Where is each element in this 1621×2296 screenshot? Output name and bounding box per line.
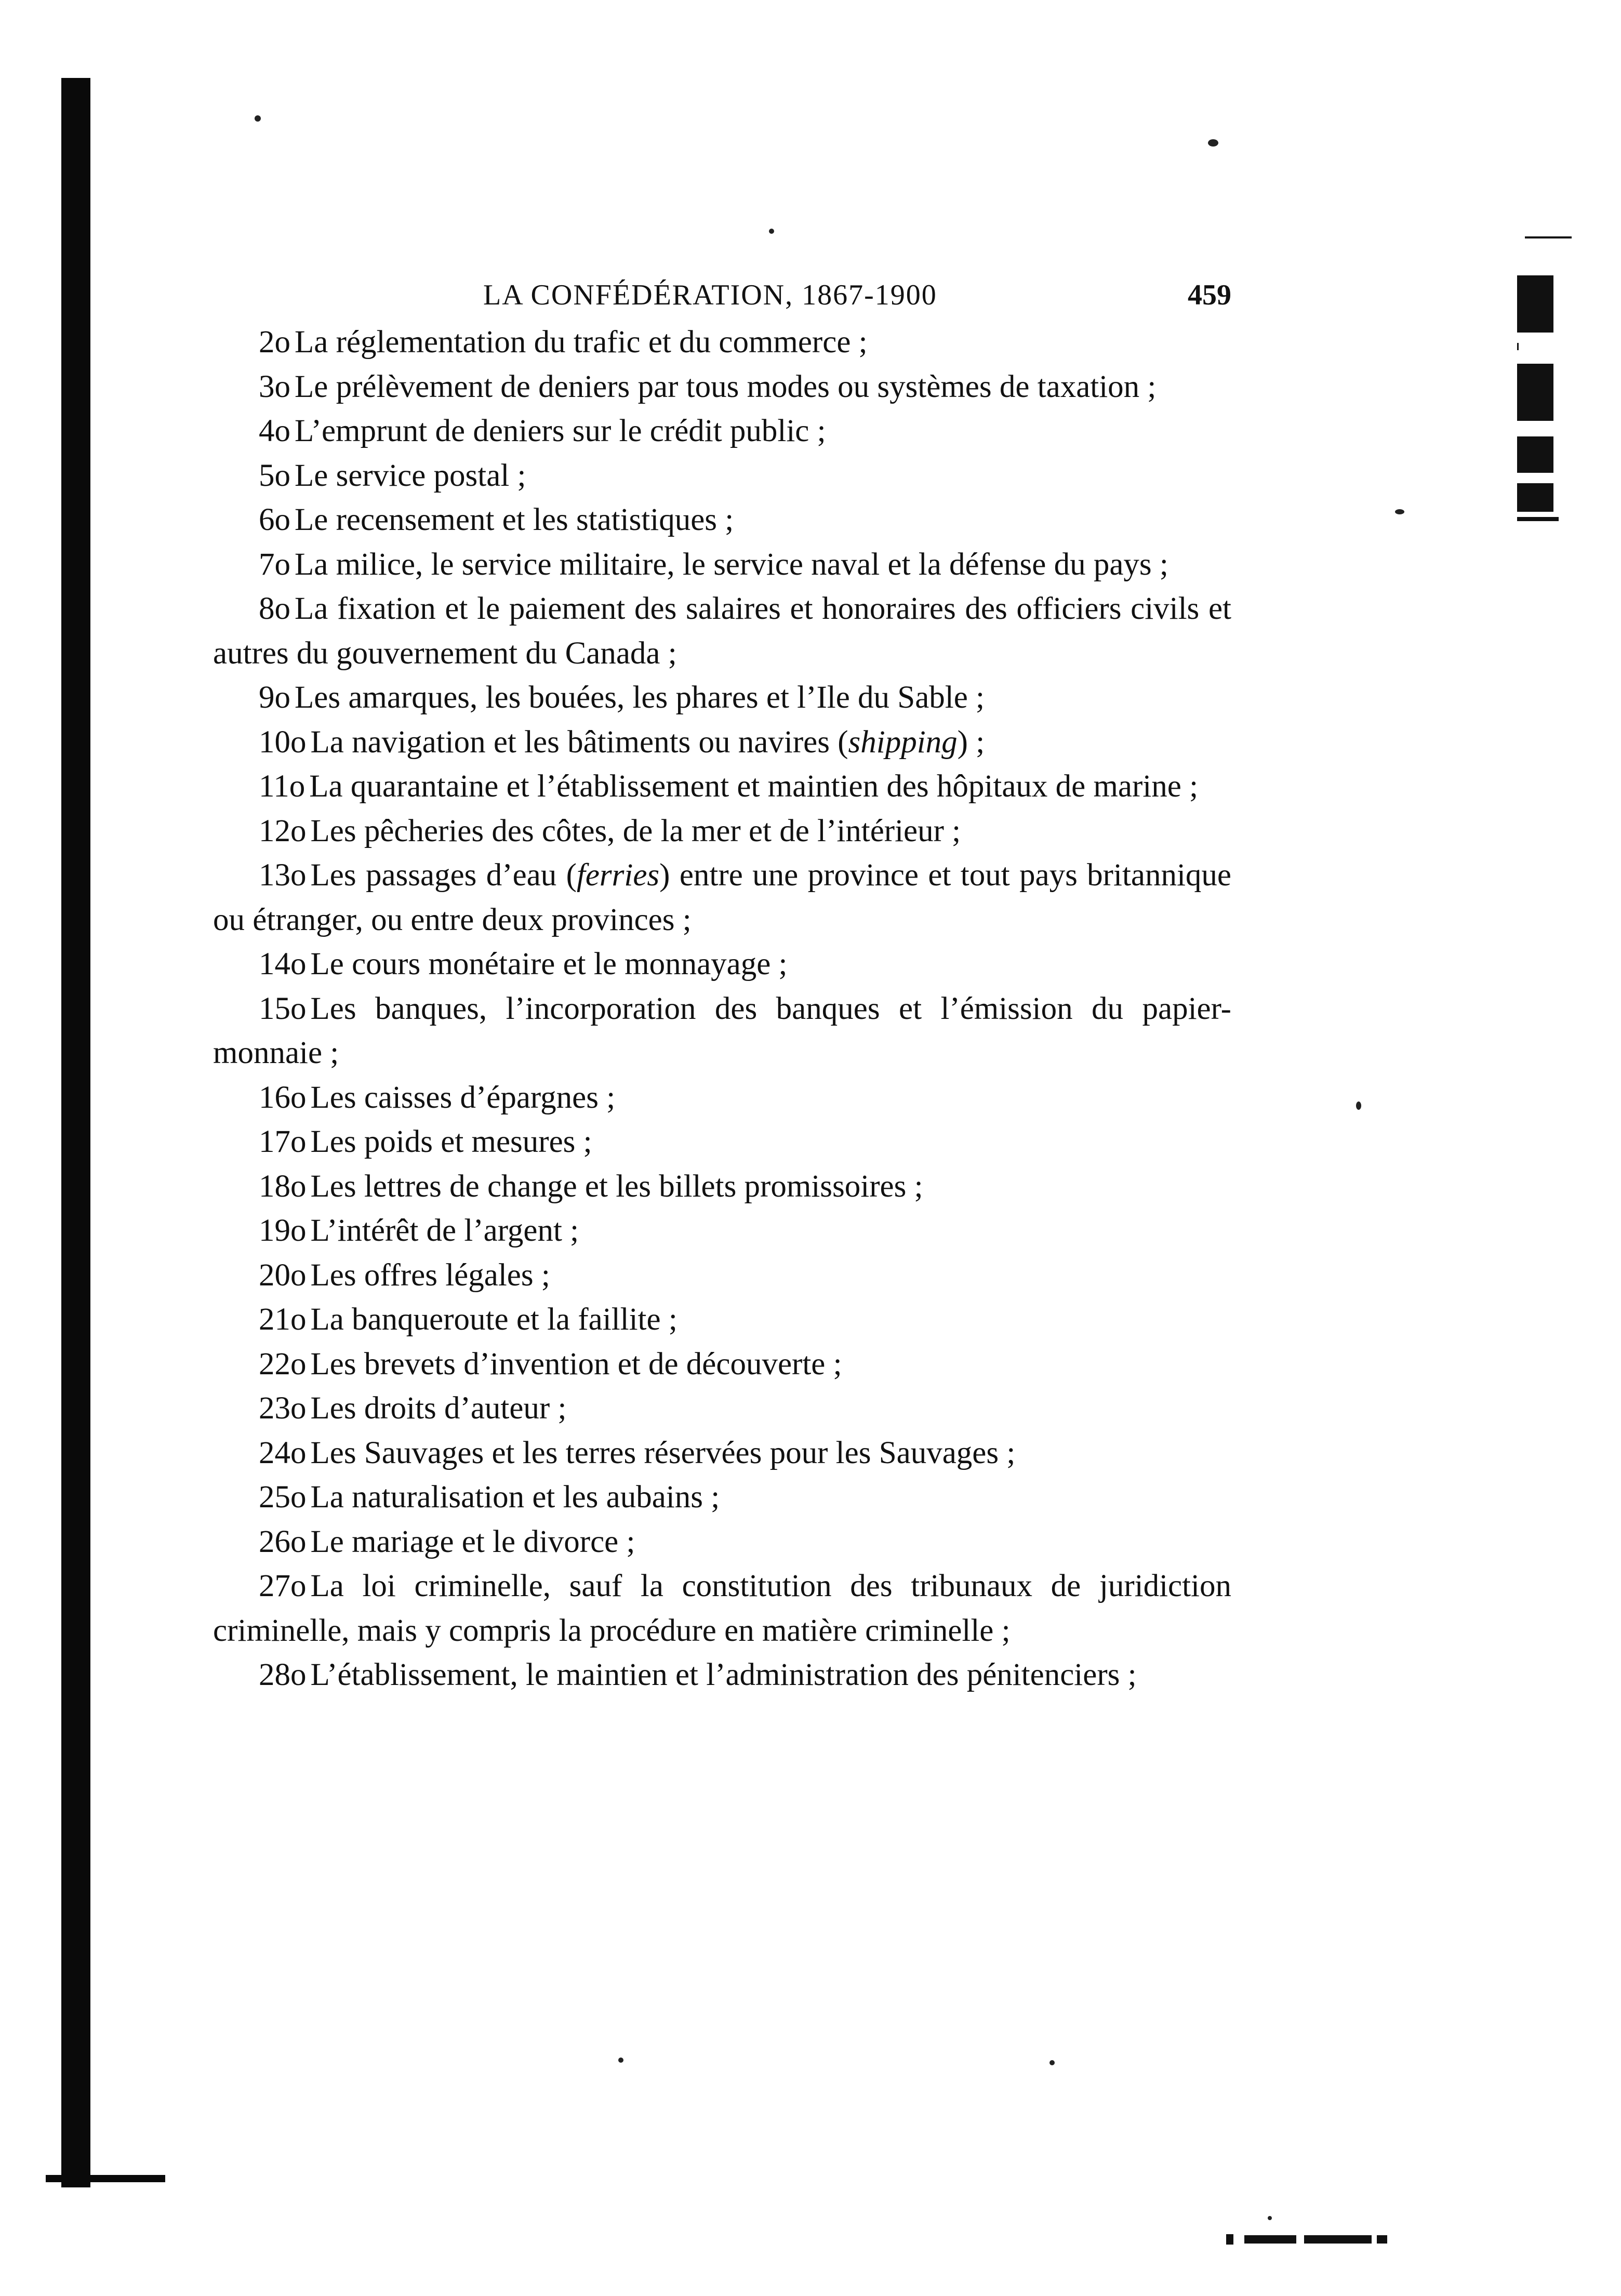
list-item	[213, 1475, 1231, 1520]
list-item	[213, 942, 1231, 987]
item-text-punct: ) entre une province et tout pays britannique ou étranger, ou entre deux provinces ;	[213, 858, 1231, 937]
edge-mark	[1377, 2235, 1387, 2244]
item-text: Les poids et mesures ;	[310, 1124, 592, 1159]
list-item	[213, 1653, 1231, 1697]
item-text: La quarantaine et l’établissement et maintien des hôpitaux de marine ;	[309, 769, 1199, 804]
enumerated-list	[213, 320, 1231, 1697]
item-italic-term: shipping	[848, 724, 958, 760]
list-item	[213, 720, 1231, 765]
item-text: Les Sauvages et les terres réservées pour les Sauvages ;	[310, 1435, 1016, 1470]
speck	[769, 229, 774, 234]
book-page	[213, 270, 1231, 1697]
item-number: 18o	[259, 1169, 307, 1204]
list-item	[213, 1564, 1231, 1653]
item-number: 26o	[259, 1524, 307, 1559]
item-number: 16o	[259, 1080, 307, 1115]
item-number: 20o	[259, 1257, 307, 1293]
item-number: 3o	[259, 369, 290, 404]
item-number: 27o	[259, 1569, 307, 1603]
item-number: 24o	[259, 1435, 307, 1470]
item-number: 17o	[259, 1124, 307, 1159]
item-number: 14o	[259, 947, 307, 981]
item-number: 10o	[259, 724, 307, 760]
item-text: Les pêcheries des côtes, de la mer et de l’intérieur ;	[310, 813, 961, 848]
edge-mark	[1525, 236, 1572, 238]
item-number: 28o	[259, 1657, 307, 1692]
speck	[1395, 509, 1404, 514]
edge-mark	[1304, 2235, 1372, 2244]
item-text: Le prélèvement de deniers par tous modes ou systèmes de taxation ;	[295, 369, 1157, 404]
list-item	[213, 809, 1231, 854]
item-number: 21o	[259, 1302, 307, 1337]
edge-mark	[1517, 436, 1553, 473]
list-item	[213, 454, 1231, 498]
item-text: L’intérêt de l’argent ;	[310, 1213, 579, 1248]
list-item	[213, 1253, 1231, 1298]
list-item	[213, 1076, 1231, 1120]
item-text: La navigation et les bâtiments ou navires	[310, 724, 830, 760]
list-item	[213, 1209, 1231, 1253]
item-number: 9o	[259, 680, 290, 715]
edge-mark	[1517, 364, 1553, 421]
item-text: Les caisses d’épargnes ;	[310, 1080, 616, 1115]
list-item	[213, 1120, 1231, 1164]
list-item	[213, 1520, 1231, 1564]
edge-mark	[1226, 2234, 1233, 2245]
binding-shadow-foot	[46, 2175, 165, 2182]
list-item	[213, 1164, 1231, 1209]
list-item	[213, 498, 1231, 542]
list-item	[213, 987, 1231, 1076]
item-text: Le recensement et les statistiques ;	[295, 502, 734, 537]
binding-shadow	[61, 78, 90, 2187]
list-item	[213, 1342, 1231, 1387]
item-italic-term: ferries	[576, 858, 660, 893]
item-text: Les offres légales ;	[310, 1257, 550, 1293]
item-number: 2o	[259, 325, 290, 360]
speck	[255, 115, 261, 122]
item-number: 12o	[259, 813, 307, 848]
item-text: L’établissement, le maintien et l’administration des pénitenciers ;	[310, 1657, 1137, 1692]
item-text-punct: (	[556, 858, 577, 893]
item-number: 22o	[259, 1346, 307, 1382]
edge-mark	[1244, 2235, 1296, 2244]
list-item	[213, 542, 1231, 587]
item-number: 11o	[259, 769, 305, 804]
list-item	[213, 1386, 1231, 1431]
item-number: 15o	[259, 991, 307, 1026]
speck	[1208, 139, 1218, 147]
list-item	[213, 853, 1231, 942]
item-text: La loi criminelle, sauf la constitution des tribunaux de juridiction criminelle, mais y compris la procédure en matière criminelle ;	[213, 1569, 1231, 1648]
item-text: La banqueroute et la faillite ;	[310, 1302, 677, 1337]
item-text: Les brevets d’invention et de découverte ;	[310, 1346, 842, 1382]
item-text-punct: (	[829, 724, 848, 760]
item-text: La réglementation du trafic et du commerce ;	[295, 325, 868, 360]
item-text: Les droits d’auteur ;	[310, 1391, 567, 1426]
item-text: Le mariage et le divorce ;	[310, 1524, 635, 1559]
item-text: La milice, le service militaire, le service naval et la défense du pays ;	[295, 547, 1168, 582]
edge-mark	[1517, 275, 1553, 333]
item-text: Le service postal ;	[295, 458, 526, 493]
list-item	[213, 365, 1231, 409]
item-text: Les lettres de change et les billets promissoires ;	[310, 1169, 923, 1204]
item-number: 19o	[259, 1213, 307, 1248]
speck	[1356, 1101, 1361, 1110]
list-item	[213, 409, 1231, 454]
edge-mark	[1517, 343, 1519, 350]
running-head	[213, 270, 1231, 320]
item-text-punct: ) ;	[957, 724, 985, 760]
page-number: 459	[1188, 279, 1231, 311]
edge-mark	[1517, 517, 1559, 521]
item-text: Les passages d’eau	[310, 858, 557, 893]
item-text: L’emprunt de deniers sur le crédit public ;	[295, 414, 826, 448]
list-item	[213, 675, 1231, 720]
list-item	[213, 1297, 1231, 1342]
item-number: 6o	[259, 502, 290, 537]
list-item	[213, 764, 1231, 809]
item-number: 5o	[259, 458, 290, 493]
item-number: 8o	[259, 591, 290, 626]
list-item	[213, 320, 1231, 365]
item-number: 7o	[259, 547, 290, 582]
item-text: Les banques, l’incorporation des banques et l’émission du papier-monnaie ;	[213, 991, 1231, 1070]
item-text: La naturalisation et les aubains ;	[310, 1480, 720, 1515]
item-text: Le cours monétaire et le monnayage ;	[310, 947, 788, 981]
item-number: 4o	[259, 414, 290, 448]
list-item	[213, 1431, 1231, 1476]
list-item	[213, 587, 1231, 675]
speck	[1049, 2060, 1055, 2065]
item-text: La fixation et le paiement des salaires et honoraires des officiers civils et autres du gouvernement du Canada ;	[213, 591, 1231, 671]
item-number: 25o	[259, 1480, 307, 1515]
item-text: Les amarques, les bouées, les phares et l’Ile du Sable ;	[295, 680, 985, 715]
item-number: 13o	[259, 858, 307, 893]
item-number: 23o	[259, 1391, 307, 1426]
speck	[618, 2058, 623, 2063]
edge-mark	[1517, 483, 1553, 512]
speck	[1268, 2216, 1272, 2220]
running-title: LA CONFÉDÉRATION, 1867-1900	[483, 279, 937, 311]
